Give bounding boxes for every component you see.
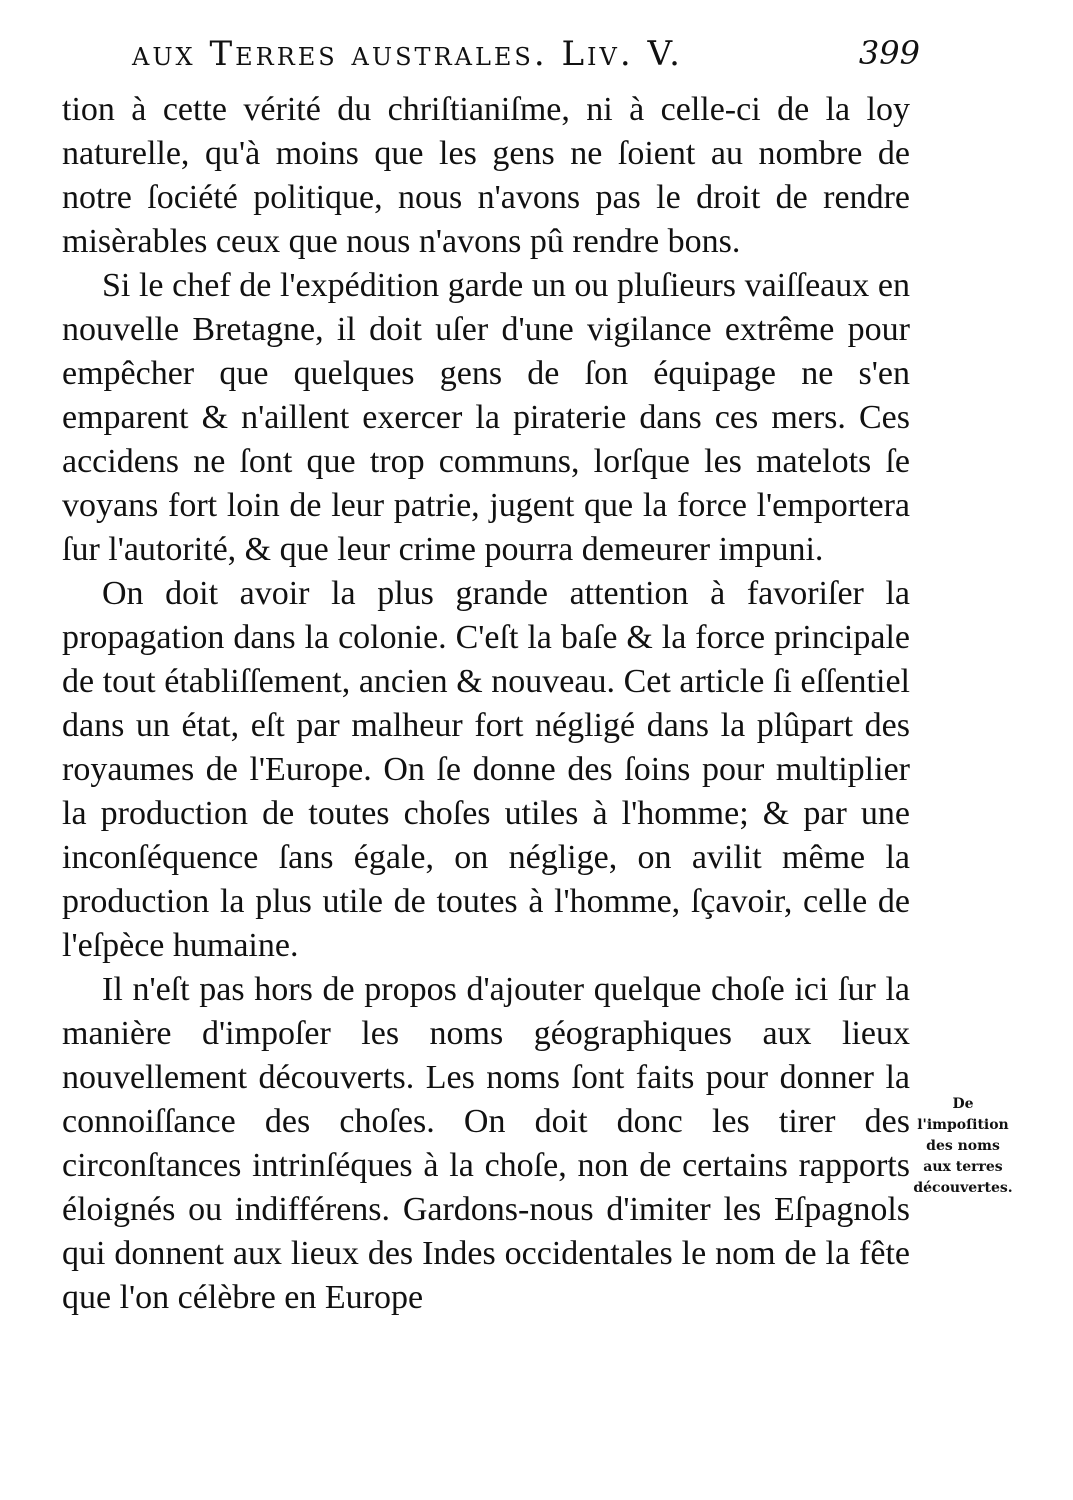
marginal-note: De l'impoſition des noms aux terres découvertes. [913, 1096, 1013, 1196]
paragraph-propagation: On doit avoir la plus grande attention à favoriſer la propagation dans la colonie. C'eſt la baſe & la force principale de tout établiſſement, ancien & nouveau. Cet article ſi eſſentiel dans un état, eſt par malheur fort négligé dans la plûpart des royaumes de l'Europe. On ſe donne des ſoins pour multiplier la production de toutes choſes utiles à l'homme; & par une inconſéquence ſans égale, on néglige, on avilit même la production la plus utile de toutes à l'homme, ſçavoir, celle de l'eſpèce humaine. [62, 575, 910, 964]
page-number: 399 [858, 34, 920, 72]
main-text [62, 88, 910, 1320]
paragraph-place-names: Il n'eſt pas hors de propos d'ajouter quelque choſe ici ſur la manière d'impoſer les noms géographiques aux lieux nouvellement découverts. Les noms ſont faits pour donner la connoiſſance des choſes. On doit donc les tirer des circonſtances intrinſéques à la choſe, non de certains rapports éloignés ou indifférens. Gardons-nous d'imiter les Eſpagnols qui donnent aux lieux des Indes occidentales le nom de la fête que l'on célèbre en Europe [62, 971, 910, 1316]
paragraph-continuation: tion à cette vérité du chriſtianiſme, ni à celle-ci de la loy naturelle, qu'à moins que les gens ne ſoient au nombre de notre ſociété politique, nous n'avons pas le droit de rendre misèrables ceux que nous n'avons pû rendre bons. [62, 91, 910, 260]
running-head-title: aux Terres australes. Liv. V. [132, 34, 683, 74]
paragraph-expedition: Si le chef de l'expédition garde un ou pluſieurs vaiſſeaux en nouvelle Bretagne, il doit uſer d'une vigilance extrême pour empêcher que quelques gens de ſon équipage ne s'en emparent & n'aillent exercer la piraterie dans ces mers. Ces accidens ne ſont que trop communs, lorſque les matelots ſe voyans fort loin de leur patrie, jugent que la force l'emportera ſur l'autorité, & que leur crime pourra demeurer impuni. [62, 267, 910, 568]
running-head [60, 34, 920, 84]
